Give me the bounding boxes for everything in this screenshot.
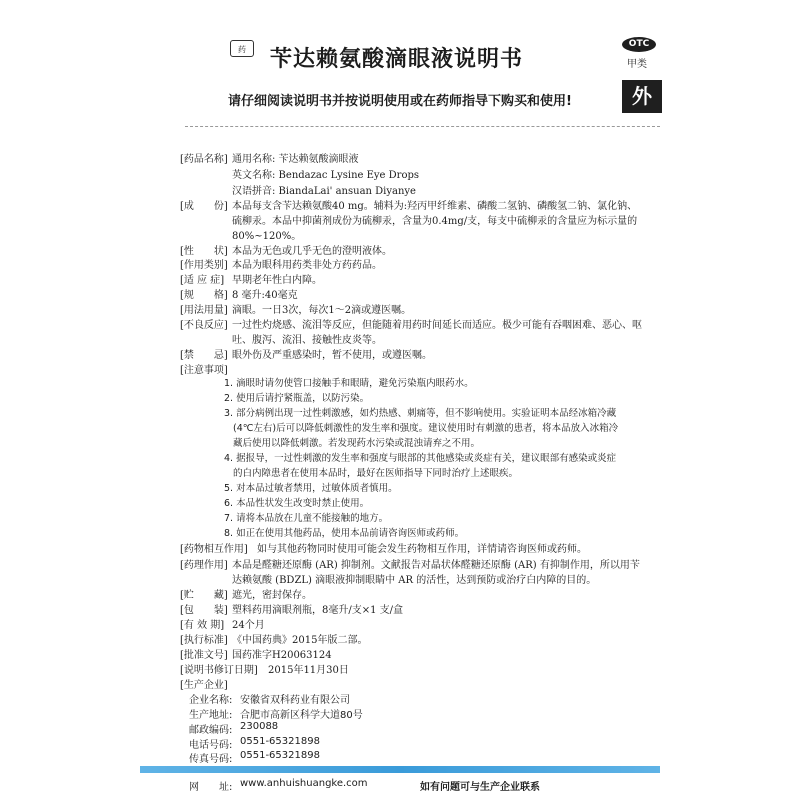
precaution-item: 7. 请将本品放在儿童不能接触的地方。 (224, 513, 389, 524)
precaution-item: (4℃左右)后可以降低刺激性的发生率和强度。建议使用时有刺激的患者，将本品放入冰箱冷 (233, 423, 619, 434)
phone-label: 电话号码: (189, 740, 233, 751)
section-label-contraindication: [禁 忌] (180, 350, 228, 361)
otc-class-label: 甲类 (627, 59, 647, 70)
precaution-item: 的白内障患者在使用本品时，最好在医师指导下同时治疗上述眼疾。 (233, 468, 519, 479)
dosage-text: 滴眼。一日3次，每次1～2滴或遵医嘱。 (232, 305, 412, 316)
address-value: 合肥市高新区科学大道80号 (240, 710, 363, 721)
indication-text: 早期老年性白内障。 (232, 275, 322, 286)
pinyin-name: 汉语拼音: BiandaLai' ansuan Diyanye (232, 186, 416, 197)
standard-text: 《中国药典》2015年版二部。 (232, 635, 368, 646)
interaction-text: 如与其他药物同时使用可能会发生药物相互作用，详情请咨询医师或药师。 (257, 544, 587, 555)
ingredients-line-1: 本品每支含苄达赖氨酸40 mg。辅料为:羟丙甲纤维素、磷酸二氢钠、磷酸氢二钠、氯化钠、 (232, 201, 638, 212)
section-label-appearance: [性 状] (180, 246, 228, 257)
precaution-item: 5. 对本品过敏者禁用，过敏体质者慎用。 (224, 483, 398, 494)
section-label-ingredients: [成 份] (180, 201, 228, 212)
precaution-item: 1. 滴眼时请勿使管口接触手和眼睛，避免污染瓶内眼药水。 (224, 378, 474, 389)
header-divider (185, 126, 660, 127)
adverse-line-2: 吐、腹泻、流泪、接触性皮炎等。 (232, 335, 382, 346)
precaution-item: 2. 使用后请拧紧瓶盖，以防污染。 (224, 393, 370, 404)
website-label: 网 址: (189, 782, 233, 793)
section-label-package: [包 装] (180, 605, 228, 616)
validity-text: 24个月 (232, 620, 265, 631)
section-label-storage: [贮 藏] (180, 590, 228, 601)
appearance-text: 本品为无色或几乎无色的澄明液体。 (232, 246, 392, 257)
contraindication-text: 眼外伤及严重感染时，暂不使用，或遵医嘱。 (232, 350, 432, 361)
postcode-value: 230088 (240, 721, 279, 732)
approval-text: 国药准字H20063124 (232, 650, 332, 661)
otc-badge: OTC (622, 37, 656, 52)
section-label-adverse: [不良反应] (180, 320, 228, 331)
company-name-label: 企业名称: (189, 695, 233, 706)
external-use-mark: 外 (622, 80, 662, 113)
revision-text: 2015年11月30日 (268, 665, 349, 676)
address-label: 生产地址: (189, 710, 233, 721)
website-value: www.anhuishuangke.com (240, 778, 368, 789)
storage-text: 遮光，密封保存。 (232, 590, 312, 601)
section-label-precautions: [注意事项] (180, 365, 228, 376)
phone-value: 0551-65321898 (240, 736, 320, 747)
section-label-revision: [说明书修订日期] (180, 665, 258, 676)
precaution-item: 8. 如正在使用其他药品，使用本品前请咨询医师或药师。 (224, 528, 465, 539)
ingredients-line-3: 80%~120%。 (232, 231, 302, 242)
section-label-dosage: [用法用量] (180, 305, 228, 316)
generic-name: 通用名称: 苄达赖氨酸滴眼液 (232, 154, 359, 165)
pharmacology-line-1: 本品是醛糖还原酶 (AR) 抑制剂。文献报告对晶状体醛糖还原酶 (AR) 有抑制作用，所以用苄 (232, 560, 640, 571)
section-label-approval: [批准文号] (180, 650, 228, 661)
section-label-manufacturer: [生产企业] (180, 680, 228, 691)
section-label-spec: [规 格] (180, 290, 228, 301)
fax-label: 传真号码: (189, 754, 233, 765)
package-text: 塑料药用滴眼剂瓶，8毫升/支×1 支/盒 (232, 605, 404, 616)
section-label-validity: [有 效 期] (180, 620, 225, 631)
section-label-name: [药品名称] (180, 154, 228, 165)
document-subtitle: 请仔细阅读说明书并按说明使用或在药师指导下购买和使用! (228, 94, 572, 109)
section-label-standard: [执行标准] (180, 635, 228, 646)
fax-value: 0551-65321898 (240, 750, 320, 761)
category-text: 本品为眼科用药类非处方药药品。 (232, 260, 382, 271)
english-name: 英文名称: Bendazac Lysine Eye Drops (232, 170, 420, 181)
spec-text: 8 毫升:40毫克 (232, 290, 298, 301)
section-label-interaction: [药物相互作用] (180, 544, 248, 555)
precaution-item: 4. 据报导，一过性刺激的发生率和强度与眼部的其他感染或炎症有关，建议眼部有感染或炎症 (224, 453, 617, 464)
company-name-value: 安徽省双科药业有限公司 (240, 695, 350, 706)
postcode-label: 邮政编码: (189, 725, 233, 736)
ingredients-line-2: 硫柳汞。本品中抑菌剂成份为硫柳汞，含量为0.4mg/支，每支中硫柳汞的含量应为标示量的 (232, 216, 638, 227)
contact-note: 如有问题可与生产企业联系 (420, 782, 540, 793)
section-label-category: [作用类别] (180, 260, 228, 271)
precaution-item: 3. 部分病例出现一过性刺激感，如灼热感、刺痛等，但不影响使用。实验证明本品经冰箱冷藏 (224, 408, 617, 419)
section-label-pharmacology: [药理作用] (180, 560, 228, 571)
brand-stamp: 药 (230, 40, 254, 57)
section-label-indication: [适 应 症] (180, 275, 225, 286)
precaution-item: 藏后使用以降低刺激。若发现药水污染或混浊请弃之不用。 (233, 438, 481, 449)
pharmacology-line-2: 达赖氨酸 (BDZL) 滴眼液抑制眼睛中 AR 的活性，达到预防或治疗白内障的目的。 (232, 575, 597, 586)
bottom-color-bar (140, 766, 660, 773)
adverse-line-1: 一过性灼烧感、流泪等反应，但能随着用药时间延长而适应。极少可能有吞咽困难、恶心、呕 (232, 320, 642, 331)
precaution-item: 6. 本品性状发生改变时禁止使用。 (224, 498, 370, 509)
document-title: 苄达赖氨酸滴眼液说明书 (270, 47, 524, 72)
